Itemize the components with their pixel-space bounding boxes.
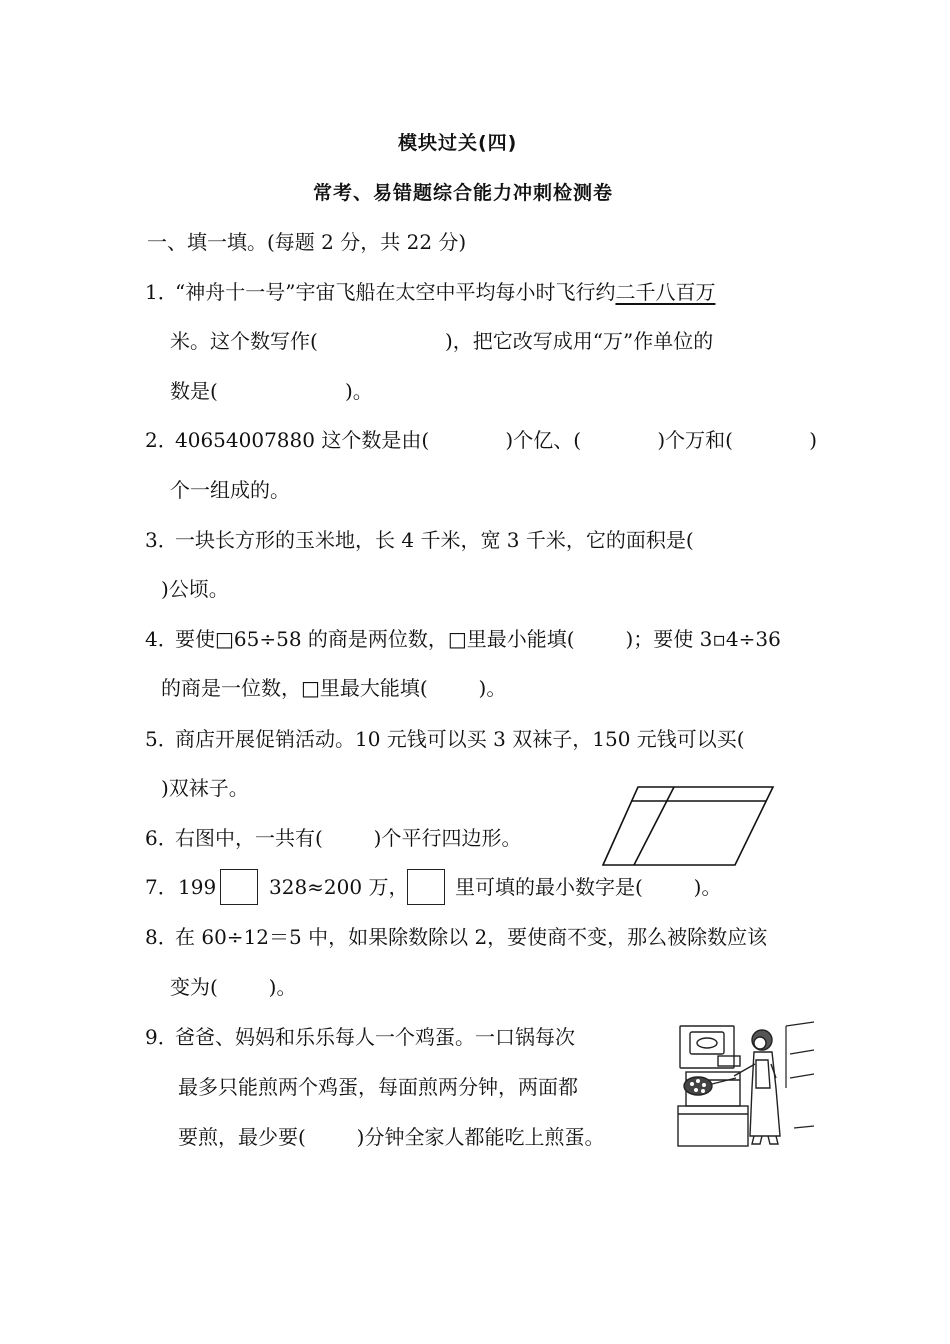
question-text: 右图中，一共有( )个平行四边形。 <box>175 826 522 850</box>
question-number: 5． <box>145 727 178 751</box>
question-text: 数是( )。 <box>170 379 373 403</box>
question-text: 里可填的最小数字是( )。 <box>455 875 722 899</box>
question-text: 40654007880 这个数是由( )个亿、( )个万和( ) <box>175 428 818 452</box>
question-text-part: “神舟十一号”宇宙飞船在太空中平均每小时飞行约 <box>175 280 616 304</box>
question-text: 爸爸、妈妈和乐乐每人一个鸡蛋。一口锅每次 <box>175 1025 575 1049</box>
question-text: 最多只能煎两个鸡蛋，每面煎两分钟，两面都 <box>178 1075 578 1099</box>
slanted-divider-line <box>634 787 674 865</box>
section-heading: 一、填一填。(每题 2 分，共 22 分) <box>147 230 467 254</box>
question-text: 一块长方形的玉米地，长 4 千米，宽 3 千米，它的面积是( <box>175 528 694 552</box>
question-number: 9． <box>145 1025 178 1049</box>
question-text: 在 60÷12＝5 中，如果除数除以 2，要使商不变，那么被除数应该 <box>175 925 768 949</box>
kitchen-cooking-illustration <box>676 1018 816 1148</box>
question-text: 328≈200 万， <box>269 875 409 899</box>
question-number: 8． <box>145 925 178 949</box>
page-title: 模块过关(四) <box>398 132 518 154</box>
parallelogram-outline <box>603 787 773 865</box>
page-subtitle: 常考、易错题综合能力冲刺检测卷 <box>313 182 614 204</box>
question-number: 6． <box>145 826 178 850</box>
question-number: 7． <box>145 875 178 899</box>
question-text: 199 <box>178 875 217 899</box>
answer-box <box>220 869 258 905</box>
question-text <box>175 279 715 305</box>
question-text: 米。这个数写作( )，把它改写成用“万”作单位的 <box>170 329 714 353</box>
question-text: 个一组成的。 <box>170 478 290 502</box>
underlined-number-words: 二千八百万 <box>615 280 716 304</box>
parallelogram-figure <box>598 782 778 872</box>
answer-box <box>407 869 445 905</box>
question-number: 3． <box>145 528 178 552</box>
question-text: )双袜子。 <box>161 776 249 800</box>
question-number: 4． <box>145 627 178 651</box>
question-text: 商店开展促销活动。10 元钱可以买 3 双袜子，150 元钱可以买( <box>175 727 745 751</box>
question-number: 1． <box>145 280 178 304</box>
question-text: 要煎，最少要( )分钟全家人都能吃上煎蛋。 <box>178 1125 605 1149</box>
question-text: 要使□65÷58 的商是两位数，□里最小能填( )；要使 3▫4÷36 <box>175 627 781 651</box>
stove-counter-shape <box>678 1106 748 1146</box>
question-text: )公顷。 <box>161 577 229 601</box>
question-text: 变为( )。 <box>170 975 297 999</box>
question-number: 2． <box>145 428 178 452</box>
question-text: 的商是一位数，□里最大能填( )。 <box>161 676 507 700</box>
